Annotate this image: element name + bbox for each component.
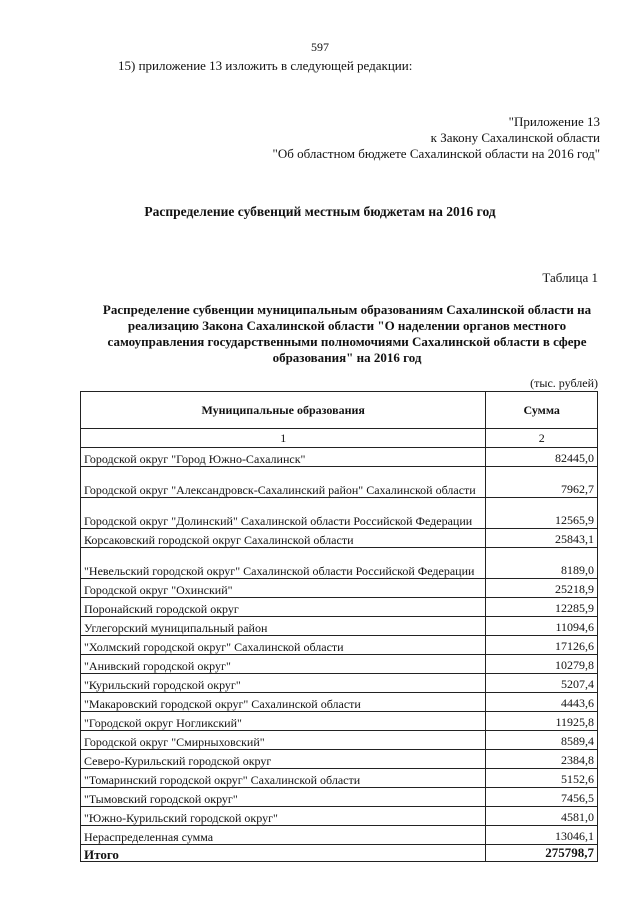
appendix-line: "Об областном бюджете Сахалинской области на 2016 год" [272, 146, 600, 161]
intro-text: 15) приложение 13 изложить в следующей редакции: [118, 58, 413, 73]
row-name: Корсаковский городской округ Сахалинской области [81, 529, 486, 548]
row-sum: 7456,5 [486, 788, 598, 807]
table-row [81, 788, 598, 807]
table-row [81, 807, 598, 826]
row-name: "Тымовский городской округ" [81, 788, 486, 807]
table-row [81, 579, 598, 598]
row-sum: 13046,1 [486, 826, 598, 845]
table-label: Таблица 1 [542, 270, 598, 285]
row-name: Поронайский городской округ [81, 598, 486, 617]
total-row [81, 845, 598, 862]
row-name: Нераспределенная сумма [81, 826, 486, 845]
row-sum: 82445,0 [486, 448, 598, 467]
row-sum: 5152,6 [486, 769, 598, 788]
row-sum: 4581,0 [486, 807, 598, 826]
table-row [81, 693, 598, 712]
row-name: "Невельский городской округ" Сахалинской области Российской Федерации [81, 548, 486, 579]
units-label: (тыс. рублей) [530, 376, 598, 390]
subtitle-line: Распределение субвенции муниципальным образованиям Сахалинской области на [102, 302, 592, 317]
table-header-row [81, 392, 598, 429]
header-municipality: Муниципальные образования [81, 392, 486, 429]
column-number-row [81, 429, 598, 448]
row-sum: 11925,8 [486, 712, 598, 731]
row-sum: 11094,6 [486, 617, 598, 636]
table-row [81, 448, 598, 467]
row-sum: 25218,9 [486, 579, 598, 598]
row-name: "Курильский городской округ" [81, 674, 486, 693]
row-sum: 25843,1 [486, 529, 598, 548]
table-row [81, 674, 598, 693]
row-sum: 4443,6 [486, 693, 598, 712]
table-row [81, 617, 598, 636]
row-sum: 12285,9 [486, 598, 598, 617]
subsidy-table [80, 391, 598, 862]
page-number: 597 [311, 40, 329, 54]
total-sum: 275798,7 [486, 845, 598, 862]
table-row [81, 598, 598, 617]
subtitle-line: образования" на 2016 год [272, 350, 422, 365]
table-row [81, 636, 598, 655]
subtitle-line: самоуправления государственными полномочиями Сахалинской области в сфере [107, 334, 587, 349]
header-sum: Сумма [486, 392, 598, 429]
row-name: "Макаровский городской округ" Сахалинской области [81, 693, 486, 712]
row-name: Углегорский муниципальный район [81, 617, 486, 636]
table-row [81, 655, 598, 674]
total-label: Итого [81, 845, 486, 862]
row-name: "Томаринский городской округ" Сахалинской области [81, 769, 486, 788]
table-subtitle [92, 302, 602, 366]
document-title: Распределение субвенций местным бюджетам на 2016 год [144, 204, 496, 219]
row-sum: 10279,8 [486, 655, 598, 674]
row-name: "Южно-Курильский городской округ" [81, 807, 486, 826]
row-sum: 8189,0 [486, 548, 598, 579]
table-row [81, 498, 598, 529]
column-number: 1 [81, 429, 486, 448]
appendix-line: к Закону Сахалинской области [430, 130, 600, 145]
row-sum: 12565,9 [486, 498, 598, 529]
row-name: Городской округ "Александровск-Сахалинский район" Сахалинской области [81, 467, 486, 498]
row-sum: 2384,8 [486, 750, 598, 769]
row-sum: 5207,4 [486, 674, 598, 693]
column-number: 2 [486, 429, 598, 448]
row-name: "Холмский городской округ" Сахалинской области [81, 636, 486, 655]
row-sum: 8589,4 [486, 731, 598, 750]
appendix-line: "Приложение 13 [508, 114, 600, 129]
table-row [81, 548, 598, 579]
table-row [81, 750, 598, 769]
row-sum: 7962,7 [486, 467, 598, 498]
row-sum: 17126,6 [486, 636, 598, 655]
row-name: Городской округ "Город Южно-Сахалинск" [81, 448, 486, 467]
row-name: Городской округ "Охинский" [81, 579, 486, 598]
table-row [81, 467, 598, 498]
row-name: Северо-Курильский городской округ [81, 750, 486, 769]
row-name: Городской округ "Смирныховский" [81, 731, 486, 750]
table-row [81, 529, 598, 548]
table-row [81, 731, 598, 750]
subtitle-line: реализацию Закона Сахалинской области "О наделении органов местного [127, 318, 567, 333]
table-row [81, 769, 598, 788]
row-name: "Городской округ Ногликский" [81, 712, 486, 731]
appendix-header [273, 114, 600, 162]
table-row [81, 826, 598, 845]
table-row [81, 712, 598, 731]
row-name: "Анивский городской округ" [81, 655, 486, 674]
row-name: Городской округ "Долинский" Сахалинской области Российской Федерации [81, 498, 486, 529]
